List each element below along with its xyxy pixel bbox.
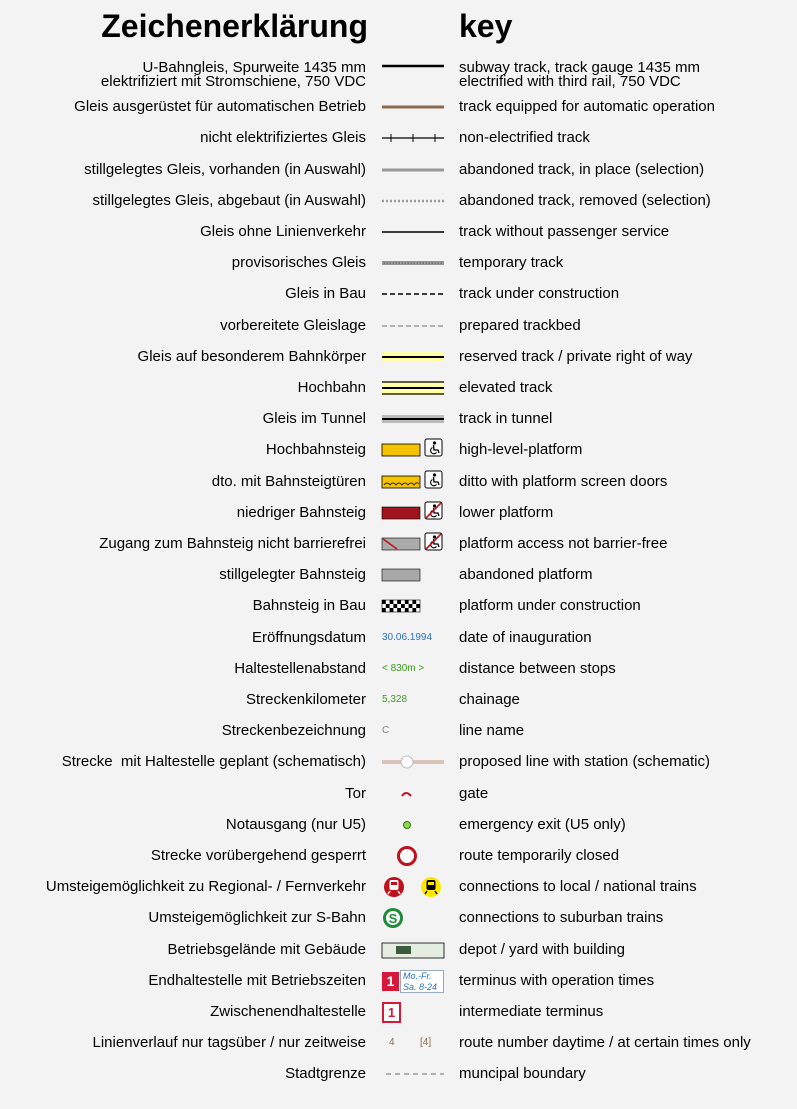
legend-row-temporary-track bbox=[0, 249, 797, 277]
terminus-times-icon bbox=[380, 967, 446, 995]
label-german: Umsteigemöglichkeit zu Regional- / Fernverkehr bbox=[45, 878, 366, 895]
label-german: Umsteigemöglichkeit zur S-Bahn bbox=[148, 909, 366, 926]
elevated-track-icon bbox=[380, 374, 446, 402]
label-english: lower platform bbox=[459, 504, 554, 521]
track-under-construction-icon bbox=[380, 280, 446, 308]
label-english: connections to suburban trains bbox=[459, 909, 664, 926]
legend-row-route-closed bbox=[0, 842, 797, 870]
label-english: elevated track bbox=[459, 379, 553, 396]
route-number-times: [4] bbox=[420, 1037, 432, 1048]
label-english: platform access not barrier-free bbox=[459, 535, 668, 552]
label-english: ditto with platform screen doors bbox=[459, 473, 668, 490]
label-english: abandoned track, in place (selection) bbox=[459, 161, 705, 178]
label-german: Hochbahn bbox=[297, 379, 366, 396]
title-german: Zeichenerklärung bbox=[101, 8, 368, 44]
legend-row-abandoned-platform bbox=[0, 561, 797, 589]
label-english: abandoned track, removed (selection) bbox=[459, 192, 711, 209]
abandoned-platform-icon bbox=[380, 561, 446, 589]
label-german: Endhaltestelle mit Betriebszeiten bbox=[148, 972, 366, 989]
chainage-icon bbox=[380, 686, 446, 714]
label-english: track under construction bbox=[459, 285, 620, 302]
tunnel-track-icon bbox=[380, 405, 446, 433]
intermediate-terminus-icon bbox=[380, 998, 446, 1026]
legend-row-track-no-service bbox=[0, 218, 797, 246]
legend-row-reserved-track bbox=[0, 343, 797, 371]
label-german: provisorisches Gleis bbox=[231, 254, 366, 271]
high-platform-icon bbox=[380, 436, 446, 464]
legend-row-platform-screen-doors bbox=[0, 468, 797, 496]
legend-row-tunnel-track bbox=[0, 405, 797, 433]
label-english: proposed line with station (schematic) bbox=[459, 753, 710, 770]
sample-date: 30.06.1994 bbox=[382, 632, 433, 643]
lower-platform-icon bbox=[380, 499, 446, 527]
label-english: platform under construction bbox=[459, 597, 641, 614]
label-english: track in tunnel bbox=[459, 410, 553, 427]
label-english: high-level-platform bbox=[459, 441, 583, 458]
legend-row-abandoned-track-removed bbox=[0, 187, 797, 215]
legend-row-inauguration-date bbox=[0, 624, 797, 652]
label-german: Haltestellenabstand bbox=[234, 660, 366, 677]
legend-row-gate bbox=[0, 780, 797, 808]
regional-trains-icon bbox=[380, 873, 446, 901]
label-german: Gleis in Bau bbox=[285, 285, 366, 302]
label-german: Gleis im Tunnel bbox=[262, 410, 366, 427]
legend-row-high-platform bbox=[0, 436, 797, 464]
legend-row-non-electrified-track bbox=[0, 124, 797, 152]
track-no-service-icon bbox=[380, 218, 446, 246]
label-german: Gleis auf besonderem Bahnkörper bbox=[137, 348, 366, 365]
label-german: Hochbahnsteig bbox=[265, 441, 366, 458]
label-english: distance between stops bbox=[459, 660, 616, 677]
label-english: track equipped for automatic operation bbox=[459, 98, 715, 115]
platform-not-barrier-free-icon bbox=[380, 530, 446, 558]
legend-row-automatic-track bbox=[0, 93, 797, 121]
prepared-trackbed-icon bbox=[380, 312, 446, 340]
abandoned-track-removed-icon bbox=[380, 187, 446, 215]
label-english: connections to local / national trains bbox=[459, 878, 697, 895]
route-number-icon bbox=[380, 1029, 446, 1057]
label-german: Notausgang (nur U5) bbox=[225, 816, 366, 833]
label-english: gate bbox=[459, 785, 489, 802]
label-german: Zugang zum Bahnsteig nicht barrierefrei bbox=[99, 535, 366, 552]
inauguration-date-icon bbox=[380, 624, 446, 652]
label-english: route temporarily closed bbox=[459, 847, 620, 864]
route-closed-icon bbox=[380, 842, 446, 870]
legend-row-subway-track bbox=[0, 60, 797, 90]
label-english: abandoned platform bbox=[459, 566, 593, 583]
label-english: terminus with operation times bbox=[459, 972, 655, 989]
svg-text:S: S bbox=[388, 911, 398, 926]
line-name-icon bbox=[380, 717, 446, 745]
automatic-track-icon bbox=[380, 93, 446, 121]
legend-row-terminus-times bbox=[0, 967, 797, 995]
sample-distance: < 830m > bbox=[382, 663, 425, 674]
gate-icon bbox=[380, 780, 446, 808]
label-german: dto. mit Bahnsteigtüren bbox=[211, 473, 366, 490]
label-german: stillgelegtes Gleis, abgebaut (in Auswahl) bbox=[92, 192, 366, 209]
platform-under-construction-icon bbox=[380, 592, 446, 620]
legend-row-line-name bbox=[0, 717, 797, 745]
label-german: Gleis ausgerüstet für automatischen Betrieb bbox=[74, 98, 366, 115]
label-german: Strecke vorübergehend gesperrt bbox=[150, 847, 366, 864]
label-german: niedriger Bahnsteig bbox=[236, 504, 366, 521]
label-german: stillgelegter Bahnsteig bbox=[219, 566, 366, 583]
abandoned-track-in-place-icon bbox=[380, 156, 446, 184]
label-english: reserved track / private right of way bbox=[459, 348, 693, 365]
label-german: vorbereitete Gleislage bbox=[220, 317, 366, 334]
legend-row-proposed-line bbox=[0, 748, 797, 776]
subway-track-icon bbox=[380, 60, 446, 90]
label-english: muncipal boundary bbox=[459, 1065, 586, 1082]
legend-row-emergency-exit bbox=[0, 811, 797, 839]
legend-row-platform-under-construction bbox=[0, 592, 797, 620]
emergency-exit-icon bbox=[380, 811, 446, 839]
label-german: nicht elektrifiziertes Gleis bbox=[200, 129, 366, 146]
legend-row-lower-platform bbox=[0, 499, 797, 527]
legend-row-intermediate-terminus bbox=[0, 998, 797, 1026]
label-german: Strecke mit Haltestelle geplant (schematisch) bbox=[61, 753, 366, 770]
label-english: emergency exit (U5 only) bbox=[459, 816, 626, 833]
label-english: intermediate terminus bbox=[459, 1003, 604, 1020]
platform-screen-doors-icon bbox=[380, 468, 446, 496]
label-german: Tor bbox=[345, 785, 366, 802]
intermediate-number-badge: 1 bbox=[382, 1002, 401, 1023]
legend-row-route-number bbox=[0, 1029, 797, 1057]
label-german: Betriebsgelände mit Gebäude bbox=[167, 941, 366, 958]
legend-row-chainage bbox=[0, 686, 797, 714]
legend-row-track-under-construction bbox=[0, 280, 797, 308]
label-english: track without passenger service bbox=[459, 223, 670, 240]
reserved-track-icon bbox=[380, 343, 446, 371]
legend-row-prepared-trackbed bbox=[0, 312, 797, 340]
label-english: line name bbox=[459, 722, 525, 739]
municipal-boundary-icon bbox=[380, 1060, 446, 1088]
label-german: stillgelegtes Gleis, vorhanden (in Auswahl) bbox=[84, 161, 366, 178]
legend-row-s-bahn bbox=[0, 904, 797, 932]
label-english: chainage bbox=[459, 691, 520, 708]
label-english: temporary track bbox=[459, 254, 564, 271]
label-english: depot / yard with building bbox=[459, 941, 625, 958]
label-german: Zwischenendhaltestelle bbox=[210, 1003, 366, 1020]
proposed-line-icon bbox=[380, 748, 446, 776]
label-english: non-electrified track bbox=[459, 129, 590, 146]
label-german: U-Bahngleis, Spurweite 1435 mm elektrifiziert mit Stromschiene, 750 VDC bbox=[100, 59, 366, 90]
non-electrified-track-icon bbox=[380, 124, 446, 152]
title-english: key bbox=[459, 8, 513, 44]
legend-row-platform-not-barrier-free bbox=[0, 530, 797, 558]
operation-times-box bbox=[400, 970, 444, 993]
label-german: Stadtgrenze bbox=[285, 1065, 366, 1082]
label-german: Gleis ohne Linienverkehr bbox=[200, 223, 366, 240]
label-english: subway track, track gauge 1435 mm electrified with third rail, 750 VDC bbox=[459, 59, 700, 90]
label-english: date of inauguration bbox=[459, 629, 592, 646]
times-weekday: Mo.-Fr. bbox=[403, 971, 432, 981]
sample-chainage: 5,328 bbox=[382, 694, 408, 705]
label-english: route number daytime / at certain times only bbox=[459, 1034, 751, 1051]
legend-row-abandoned-track-in-place bbox=[0, 156, 797, 184]
legend-row-elevated-track bbox=[0, 374, 797, 402]
times-saturday: Sa. 8-24 bbox=[403, 982, 438, 992]
s-bahn-icon bbox=[380, 904, 446, 932]
label-german: Linienverlauf nur tagsüber / nur zeitweise bbox=[92, 1034, 366, 1051]
route-number-daytime: 4 bbox=[389, 1037, 395, 1048]
label-german: Bahnsteig in Bau bbox=[252, 597, 366, 614]
terminus-number-badge: 1 bbox=[382, 972, 399, 991]
label-german: Streckenbezeichnung bbox=[221, 722, 366, 739]
legend-row-regional-trains bbox=[0, 873, 797, 901]
legend-row-depot bbox=[0, 936, 797, 964]
sample-line-name: C bbox=[382, 725, 390, 736]
stop-distance-icon bbox=[380, 655, 446, 683]
legend-row-stop-distance bbox=[0, 655, 797, 683]
label-english: prepared trackbed bbox=[459, 317, 581, 334]
label-german: Streckenkilometer bbox=[245, 691, 366, 708]
legend-row-municipal-boundary bbox=[0, 1060, 797, 1088]
depot-icon bbox=[380, 936, 446, 964]
label-german: Eröffnungsdatum bbox=[252, 629, 366, 646]
temporary-track-icon bbox=[380, 249, 446, 277]
